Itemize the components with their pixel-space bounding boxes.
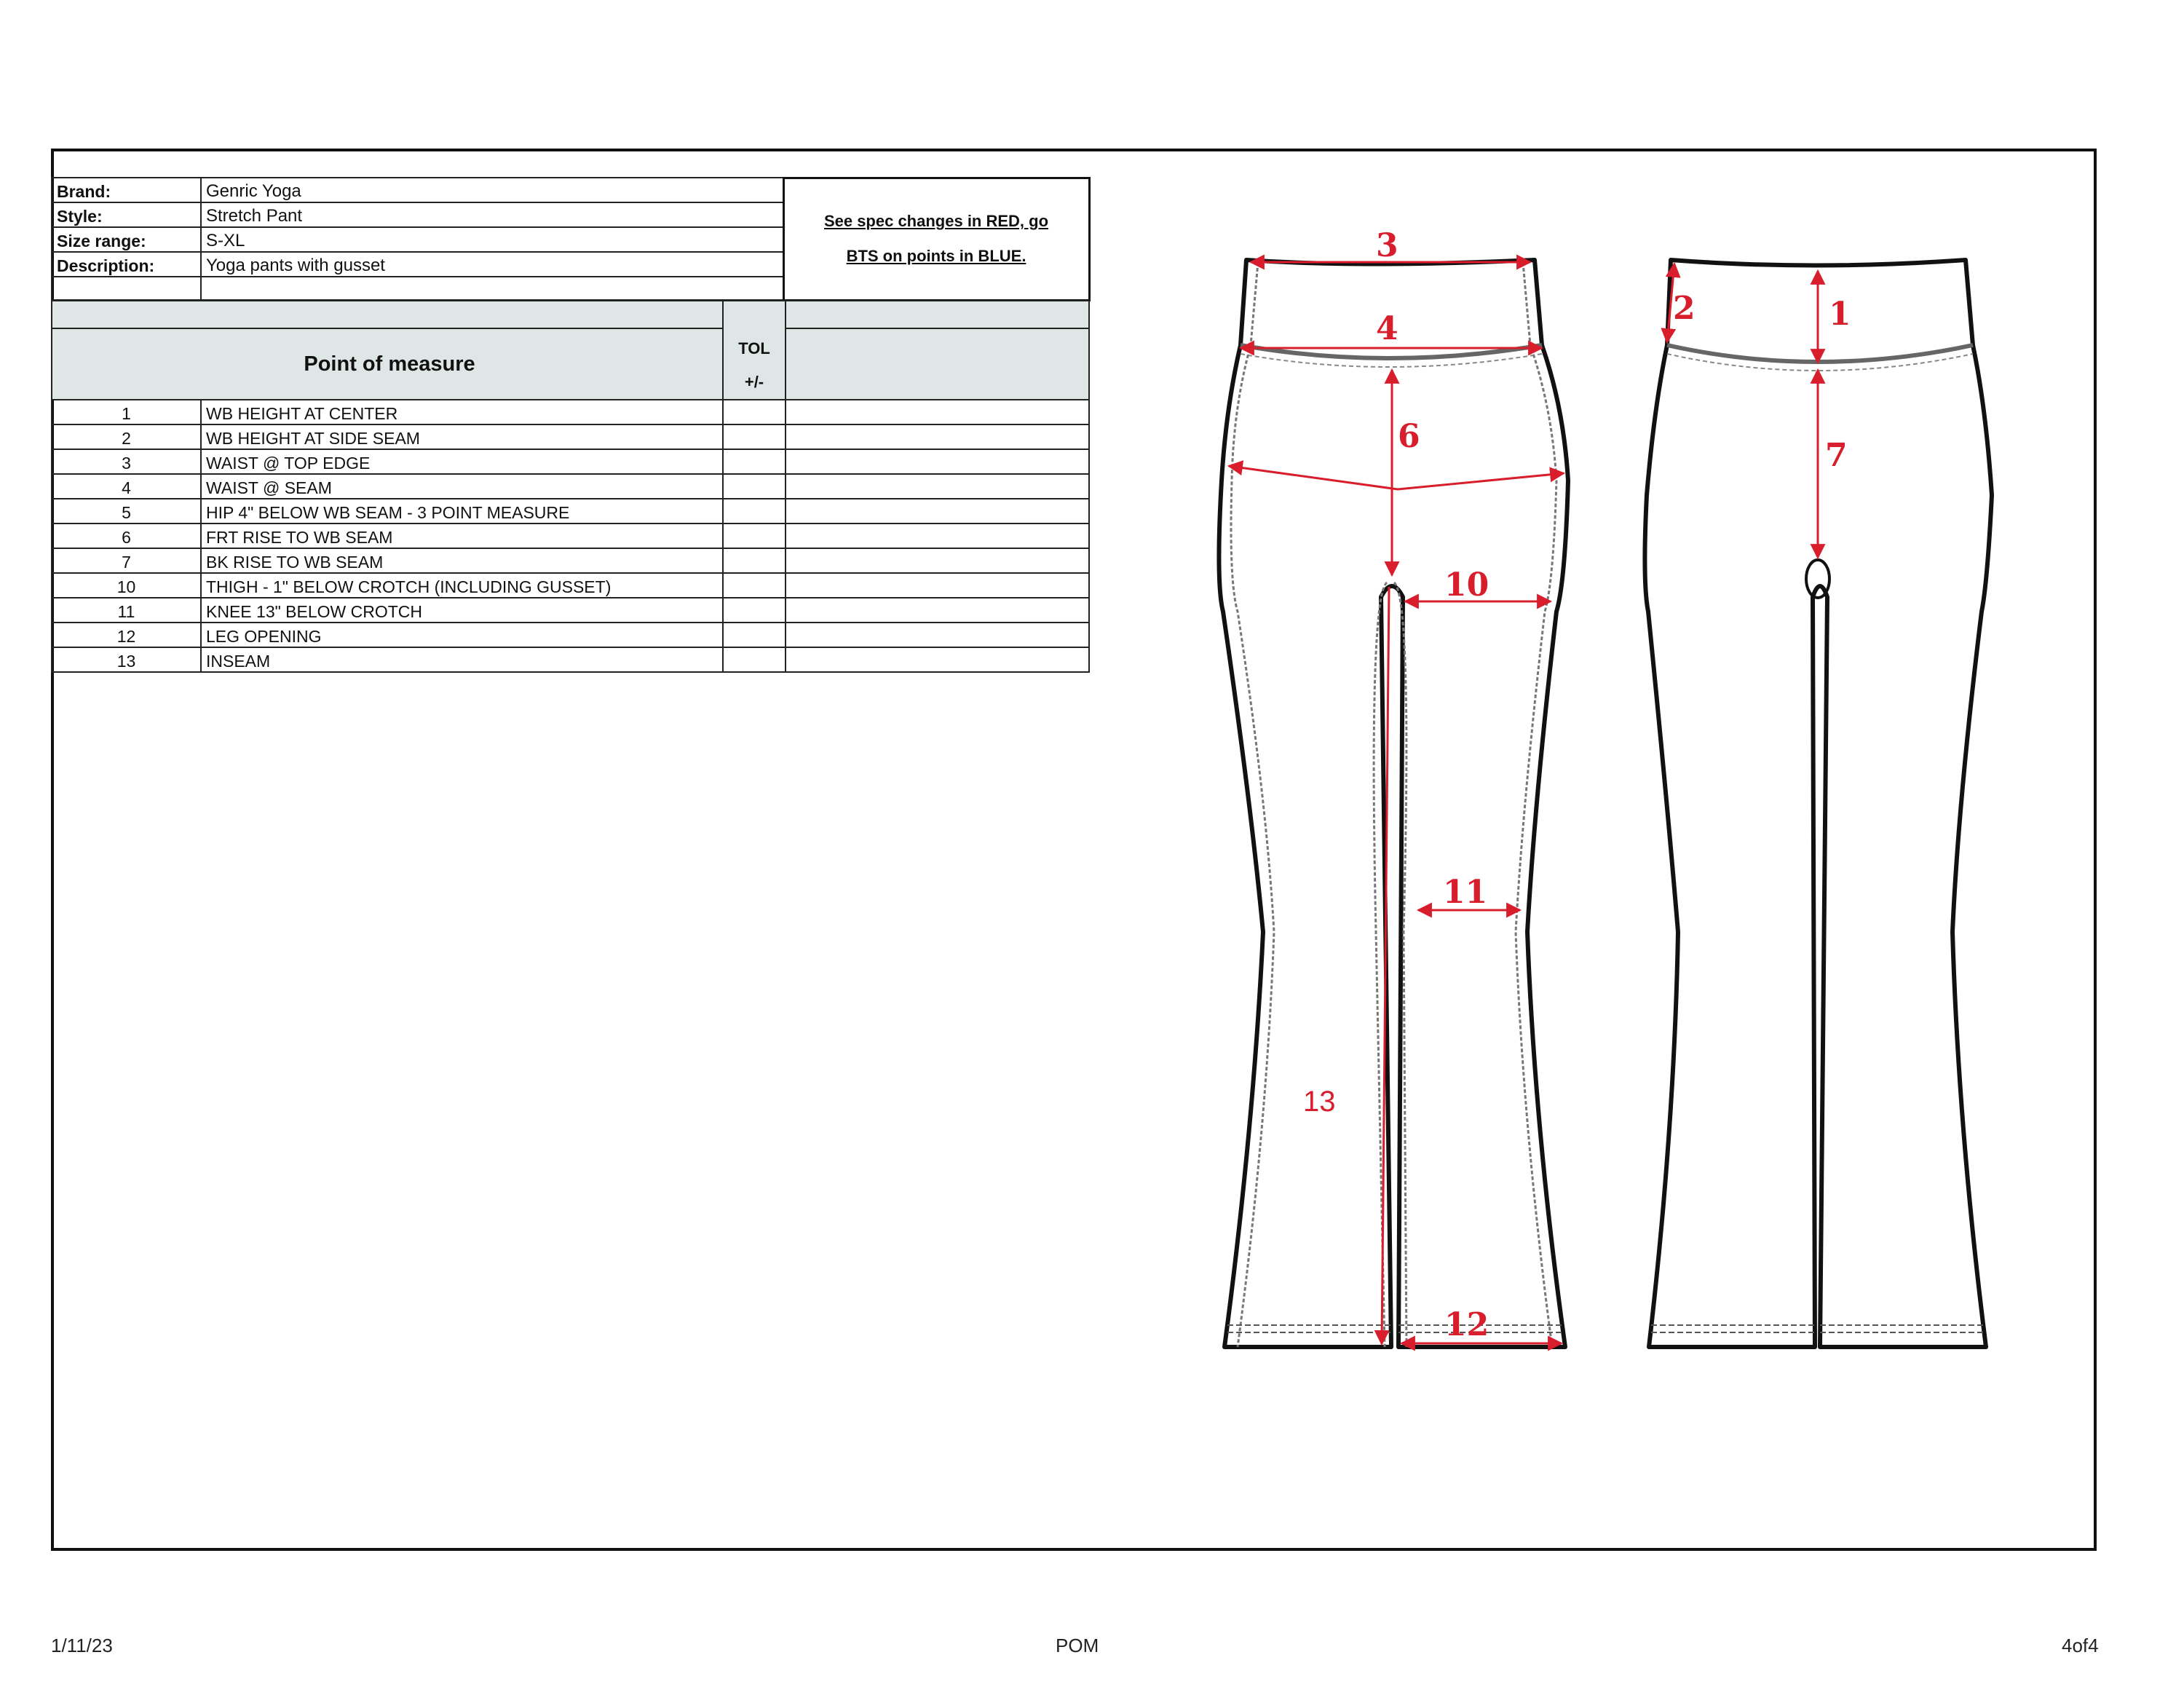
pom-description: FRT RISE TO WB SEAM [201, 524, 723, 548]
pom-description: HIP 4" BELOW WB SEAM - 3 POINT MEASURE [201, 499, 723, 524]
measure-line-5 [1229, 466, 1564, 489]
pom-description: BK RISE TO WB SEAM [201, 548, 723, 573]
blank-cell [786, 424, 1089, 449]
callout-10: 10 [1444, 566, 1489, 604]
table-row [52, 598, 1089, 623]
tol-header-line1: TOL [738, 339, 770, 357]
pom-description: KNEE 13" BELOW CROTCH [201, 598, 723, 623]
table-row [52, 573, 1089, 598]
size-range-label: Size range: [52, 227, 201, 252]
footer-page-number: 4of4 [2062, 1635, 2099, 1656]
table-row [52, 474, 1089, 499]
pom-number: 4 [52, 474, 201, 499]
blank-cell [786, 647, 1089, 672]
back-hem-stitch [1651, 1325, 1983, 1332]
front-waistband-seam-stitch [1241, 354, 1542, 367]
pom-number: 13 [52, 647, 201, 672]
front-pant-outline [1219, 260, 1568, 1347]
tol-header-line2: +/- [744, 373, 764, 391]
table-row [52, 548, 1089, 573]
description-label: Description: [52, 252, 201, 277]
tol-cell [723, 548, 786, 573]
style-value: Stretch Pant [201, 202, 783, 227]
tol-cell [723, 424, 786, 449]
pom-description: WB HEIGHT AT CENTER [201, 400, 723, 424]
pom-number: 10 [52, 573, 201, 598]
tol-header [723, 301, 786, 400]
pom-header: Point of measure [52, 328, 723, 400]
back-view [1645, 260, 1992, 1347]
brand-label: Brand: [52, 178, 201, 202]
tol-cell [723, 400, 786, 424]
style-label: Style: [52, 202, 201, 227]
pom-number: 5 [52, 499, 201, 524]
tol-cell [723, 573, 786, 598]
front-side-seam-left [1231, 262, 1274, 1347]
pom-number: 6 [52, 524, 201, 548]
callout-4: 4 [1376, 310, 1398, 347]
callout-3: 3 [1376, 227, 1398, 264]
size-range-value: S-XL [201, 227, 783, 252]
pom-table [51, 300, 1090, 673]
pom-number: 3 [52, 449, 201, 474]
blank-cell [786, 524, 1089, 548]
pom-description: INSEAM [201, 647, 723, 672]
description-value: Yoga pants with gusset [201, 252, 783, 277]
tol-cell [723, 623, 786, 647]
back-waistband-seam [1667, 345, 1973, 362]
pant-flat-sketch [1165, 218, 2024, 1362]
blank-cell [52, 277, 201, 300]
table-spacer [786, 301, 1089, 328]
table-row [52, 623, 1089, 647]
table-row [52, 449, 1089, 474]
blank-cell [786, 623, 1089, 647]
back-gusset [1806, 560, 1829, 598]
callout-12: 12 [1444, 1306, 1489, 1343]
tol-cell [723, 524, 786, 548]
spec-header-table [51, 149, 1091, 301]
table-row [52, 647, 1089, 672]
table-row [52, 499, 1089, 524]
tol-cell [723, 647, 786, 672]
callout-6: 6 [1398, 418, 1420, 455]
callout-7: 7 [1825, 437, 1848, 474]
spec-note-line2: BTS on points in BLUE. [846, 247, 1026, 265]
brand-value: Genric Yoga [201, 178, 783, 202]
blank-cell [786, 573, 1089, 598]
pom-number: 12 [52, 623, 201, 647]
blank-cell [786, 449, 1089, 474]
table-row [52, 524, 1089, 548]
tol-cell [723, 474, 786, 499]
pom-description: WAIST @ TOP EDGE [201, 449, 723, 474]
header-blank-cell [786, 328, 1089, 400]
pom-number: 2 [52, 424, 201, 449]
tol-cell [723, 598, 786, 623]
table-spacer [52, 301, 723, 328]
table-row [52, 424, 1089, 449]
callout-2: 2 [1673, 290, 1696, 327]
pom-number: 11 [52, 598, 201, 623]
pom-description: WAIST @ SEAM [201, 474, 723, 499]
callout-1: 1 [1829, 296, 1851, 333]
pom-description: THIGH - 1" BELOW CROTCH (INCLUDING GUSSET) [201, 573, 723, 598]
tol-cell [723, 449, 786, 474]
footer-section: POM [1056, 1635, 1099, 1656]
callout-11: 11 [1443, 874, 1488, 911]
callout-13: 13 [1303, 1086, 1336, 1118]
tol-cell [723, 499, 786, 524]
footer-date: 1/11/23 [51, 1635, 113, 1656]
pom-number: 1 [52, 400, 201, 424]
pom-description: WB HEIGHT AT SIDE SEAM [201, 424, 723, 449]
pom-number: 7 [52, 548, 201, 573]
blank-cell [786, 548, 1089, 573]
table-row [52, 400, 1089, 424]
blank-cell [201, 277, 783, 300]
front-view [1219, 227, 1568, 1347]
blank-cell [786, 499, 1089, 524]
front-hem-stitch [1227, 1325, 1562, 1332]
spec-note-line1: See spec changes in RED, go [823, 212, 1049, 230]
blank-cell [786, 474, 1089, 499]
blank-cell [786, 400, 1089, 424]
spec-note [783, 178, 1089, 300]
blank-cell [786, 598, 1089, 623]
pom-description: LEG OPENING [201, 623, 723, 647]
